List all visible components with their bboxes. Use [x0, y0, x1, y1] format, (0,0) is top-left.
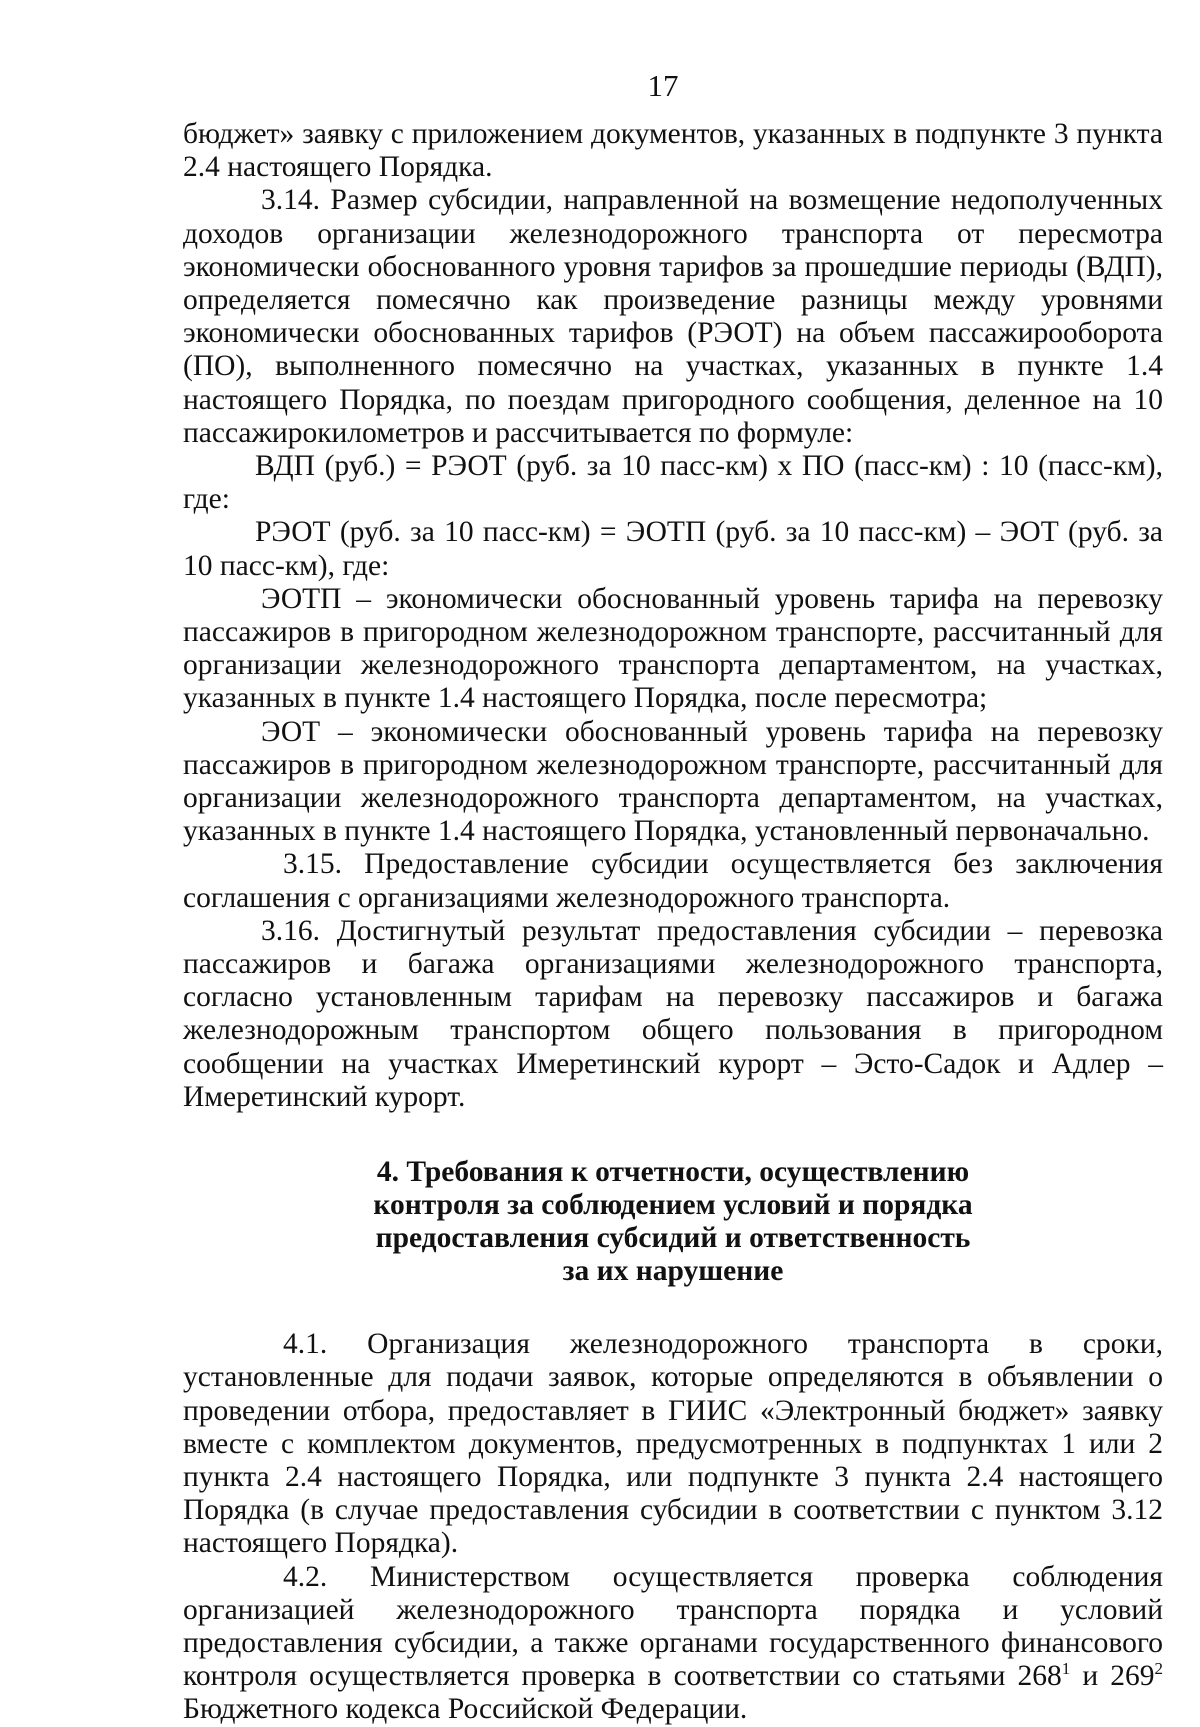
document-page: [183, 66, 1163, 1727]
section-heading-4: [183, 1156, 1163, 1288]
formula-reot: РЭОТ (руб. за 10 пасс-км) = ЭОТП (руб. за 10 пасс-км) – ЭОТ (руб. за 10 пасс-км), где:: [183, 516, 1163, 582]
paragraph-4-2-text: 4.2. Министерством осуществляется проверка соблюдения организацией железнодорожного транспорта порядка и условий предоставления субсидии, а также органами государственного финансового контроля осуществляется проверка в соответствии со статьями 268: [183, 1560, 1163, 1693]
formula-vdp: ВДП (руб.) = РЭОТ (руб. за 10 пасс-км) х ПО (пасс-км) : 10 (пасс-км), где:: [183, 450, 1163, 516]
definition-eotp: ЭОТП – экономически обоснованный уровень тарифа на перевозку пассажиров в пригородном железнодорожном транспорте, рассчитанный для организации железнодорожного транспорта департаментом, на участках, указанных в пункте 1.4 настоящего Порядка, после пересмотра;: [183, 582, 1163, 715]
paragraph-4-2-text: Бюджетного кодекса Российской Федерации.: [183, 1693, 748, 1726]
heading-line: предоставления субсидий и ответственность: [375, 1222, 971, 1255]
page-number: 17: [647, 68, 679, 103]
heading-line: за их нарушение: [562, 1255, 784, 1288]
paragraph-4-2-text: и 269: [1070, 1660, 1155, 1693]
paragraph-4-1: 4.1. Организация железнодорожного транспорта в сроки, установленные для подачи заявок, которые определяются в объявлении о проведении отбора, предоставляет в ГИИС «Электронный бюджет» заявку вместе с комплектом документов, предусмотренных в подпунктах 1 или 2 пункта 2.4 настоящего Порядка, или подпункте 3 пункта 2.4 настоящего Порядка (в случае предоставления субсидии в соответствии с пунктом 3.12 настоящего Порядка).: [183, 1328, 1163, 1560]
superscript: 2: [1154, 1659, 1163, 1679]
superscript: 1: [1061, 1659, 1071, 1679]
paragraph-continuation: бюджет» заявку с приложением документов, указанных в подпункте 3 пункта 2.4 настоящего Порядка.: [183, 118, 1163, 184]
definition-eot: ЭОТ – экономически обоснованный уровень тарифа на перевозку пассажиров в пригородном железнодорожном транспорте, рассчитанный для организации железнодорожного транспорта департаментом, на участках, указанных в пункте 1.4 настоящего Порядка, установленный первоначально.: [183, 715, 1163, 848]
heading-line: контроля за соблюдением условий и порядка: [373, 1189, 973, 1222]
paragraph-3-15: 3.15. Предоставление субсидии осуществляется без заключения соглашения с организациями железнодорожного транспорта.: [183, 848, 1163, 914]
paragraph-3-16: 3.16. Достигнутый результат предоставления субсидии – перевозка пассажиров и багажа организациями железнодорожного транспорта, согласно установленным тарифам на перевозку пассажиров и багажа железнодорожным транспортом общего пользования в пригородном сообщении на участках Имеретинский курорт – Эсто-Садок и Адлер – Имеретинский курорт.: [183, 914, 1163, 1113]
paragraph-4-2: [183, 1561, 1163, 1727]
paragraph-3-14: 3.14. Размер субсидии, направленной на возмещение недополученных доходов организации железнодорожного транспорта от пересмотра экономически обоснованного уровня тарифов за прошедшие периоды (ВДП), определяется помесячно как произведение разницы между уровнями экономически обоснованных тарифов (РЭОТ) на объем пассажирооборота (ПО), выполненного помесячно на участках, указанных в пункте 1.4 настоящего Порядка, по поездам пригородного сообщения, деленное на 10 пассажирокилометров и рассчитывается по формуле:: [183, 184, 1163, 449]
heading-line: 4. Требования к отчетности, осуществлению: [376, 1156, 970, 1189]
